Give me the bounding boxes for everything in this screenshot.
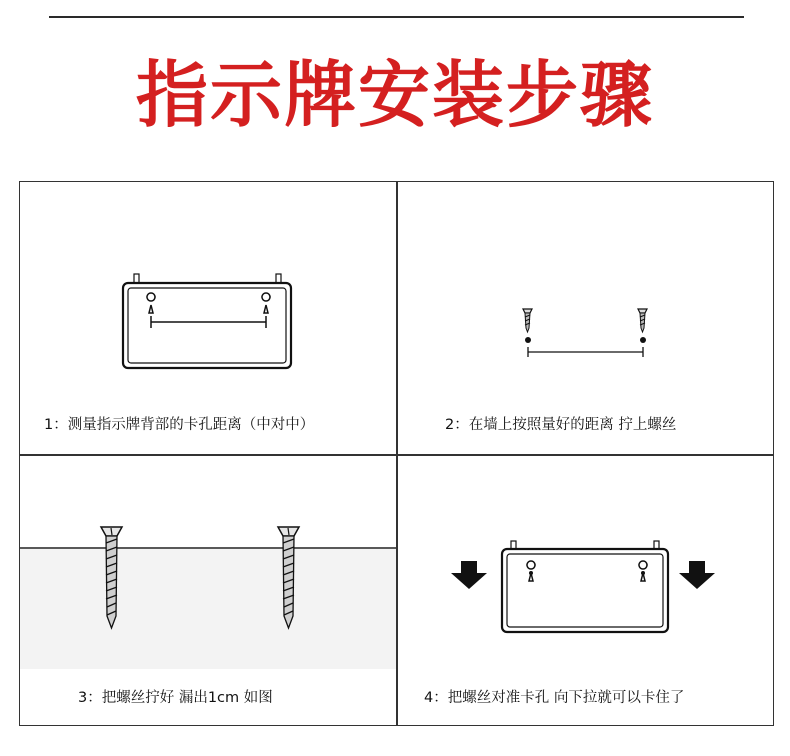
grid-horizontal-divider bbox=[19, 454, 774, 456]
step3-caption: 3：把螺丝拧好 漏出1cm 如图 bbox=[78, 690, 273, 706]
step1-caption: 1：测量指示牌背部的卡孔距离（中对中） bbox=[44, 417, 315, 433]
page-title: 指示牌安装步骤 bbox=[135, 53, 654, 137]
step4-caption: 4：把螺丝对准卡孔 向下拉就可以卡住了 bbox=[424, 690, 685, 706]
step2-caption: 2：在墙上按照量好的距离 拧上螺丝 bbox=[445, 417, 677, 433]
top-divider bbox=[49, 16, 744, 18]
